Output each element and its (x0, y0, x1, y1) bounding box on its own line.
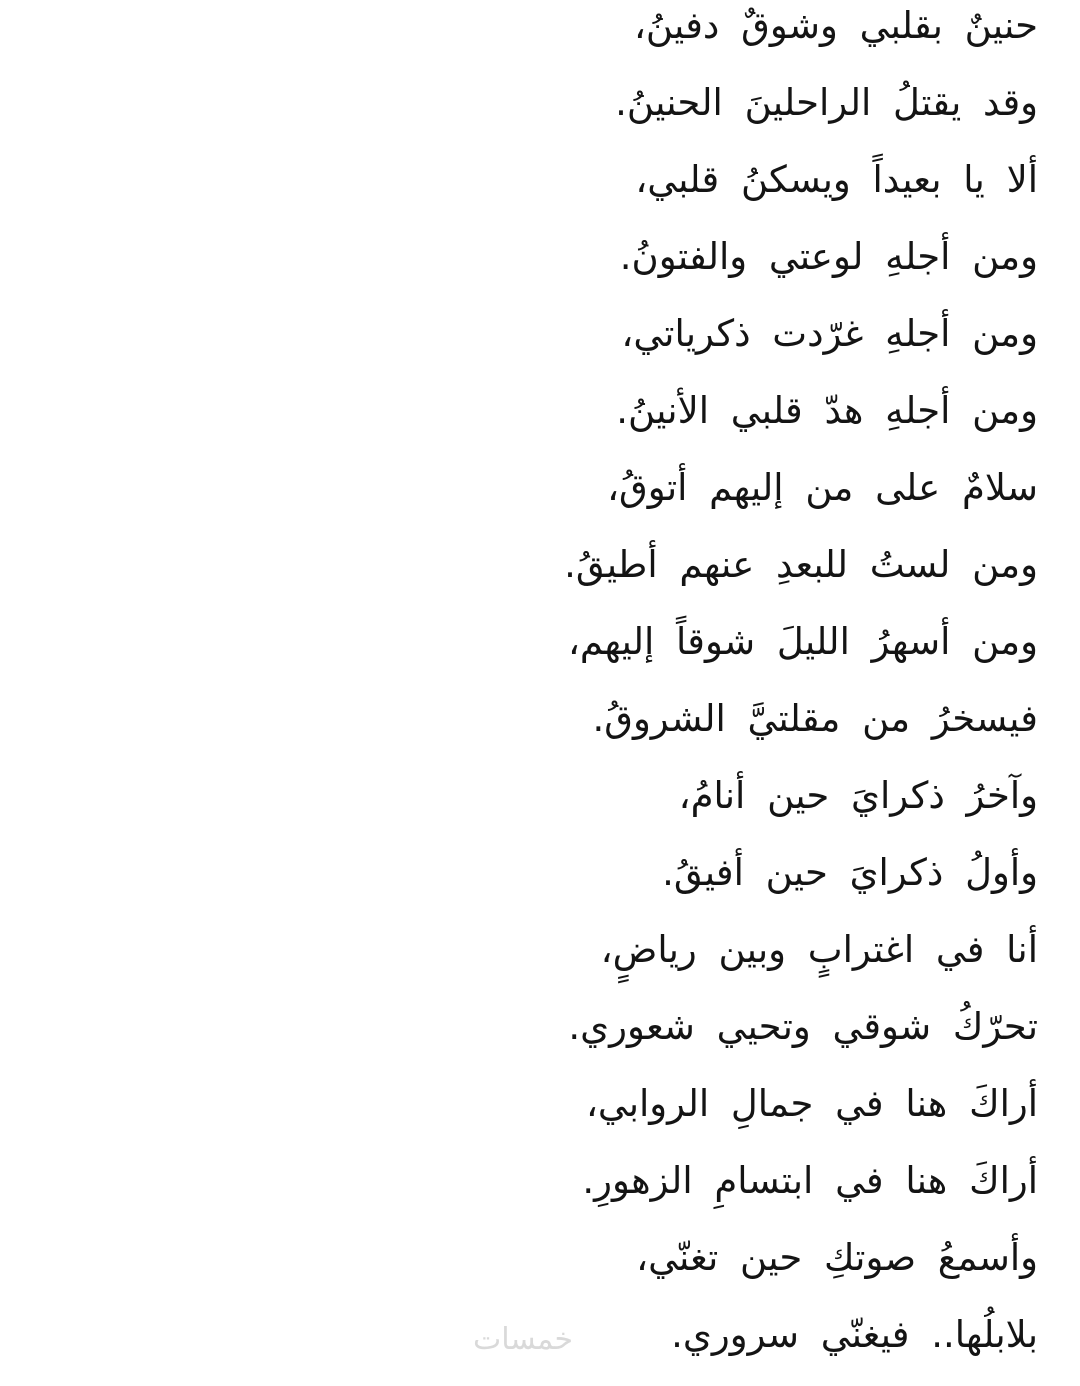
poem-line: ومن أسهرُ الليلَ شوقاً إليهم، (567, 620, 1038, 663)
poem-line: أنا في اغترابٍ وبين رياضٍ، (600, 928, 1038, 971)
poem-line: فيسخرُ من مقلتيَّ الشروقُ. (592, 697, 1038, 740)
poem-line: وأسمعُ صوتكِ حين تغنّي، (636, 1236, 1038, 1279)
poem-line: تحرّكُ شوقي وتحيي شعوري. (568, 1005, 1038, 1048)
watermark-logo: خمسات (473, 1322, 574, 1357)
poem-text (338, 0, 1038, 1386)
poem-line: وقد يقتلُ الراحلينَ الحنينُ. (615, 81, 1038, 124)
poem-line: ألا يا بعيداً ويسكنُ قلبي، (635, 158, 1038, 201)
poem-line: وأولُ ذكرايَ حين أفيقُ. (662, 851, 1038, 894)
poem-line: أراكَ هنا في ابتسامِ الزهورِ. (582, 1159, 1038, 1202)
poem-line: ومن لستُ للبعدِ عنهم أطيقُ. (564, 543, 1038, 586)
poem-line: سلامٌ على من إليهم أتوقُ، (607, 466, 1038, 509)
poem-line: ومن أجلهِ غرّدت ذكرياتي، (621, 312, 1038, 355)
poem-line: أراكَ هنا في جمالِ الروابي، (585, 1082, 1038, 1125)
poem-line: حنينٌ بقلبي وشوقٌ دفينُ، (633, 4, 1038, 47)
poem-line: وآخرُ ذكرايَ حين أنامُ، (678, 774, 1038, 817)
poem-line: ومن أجلهِ لوعتي والفتونُ. (619, 235, 1038, 278)
poem-line: ومن أجلهِ هدّ قلبي الأنينُ. (616, 389, 1038, 432)
poem-line: بلابلُها.. فيغنّي سروري. (671, 1313, 1038, 1356)
